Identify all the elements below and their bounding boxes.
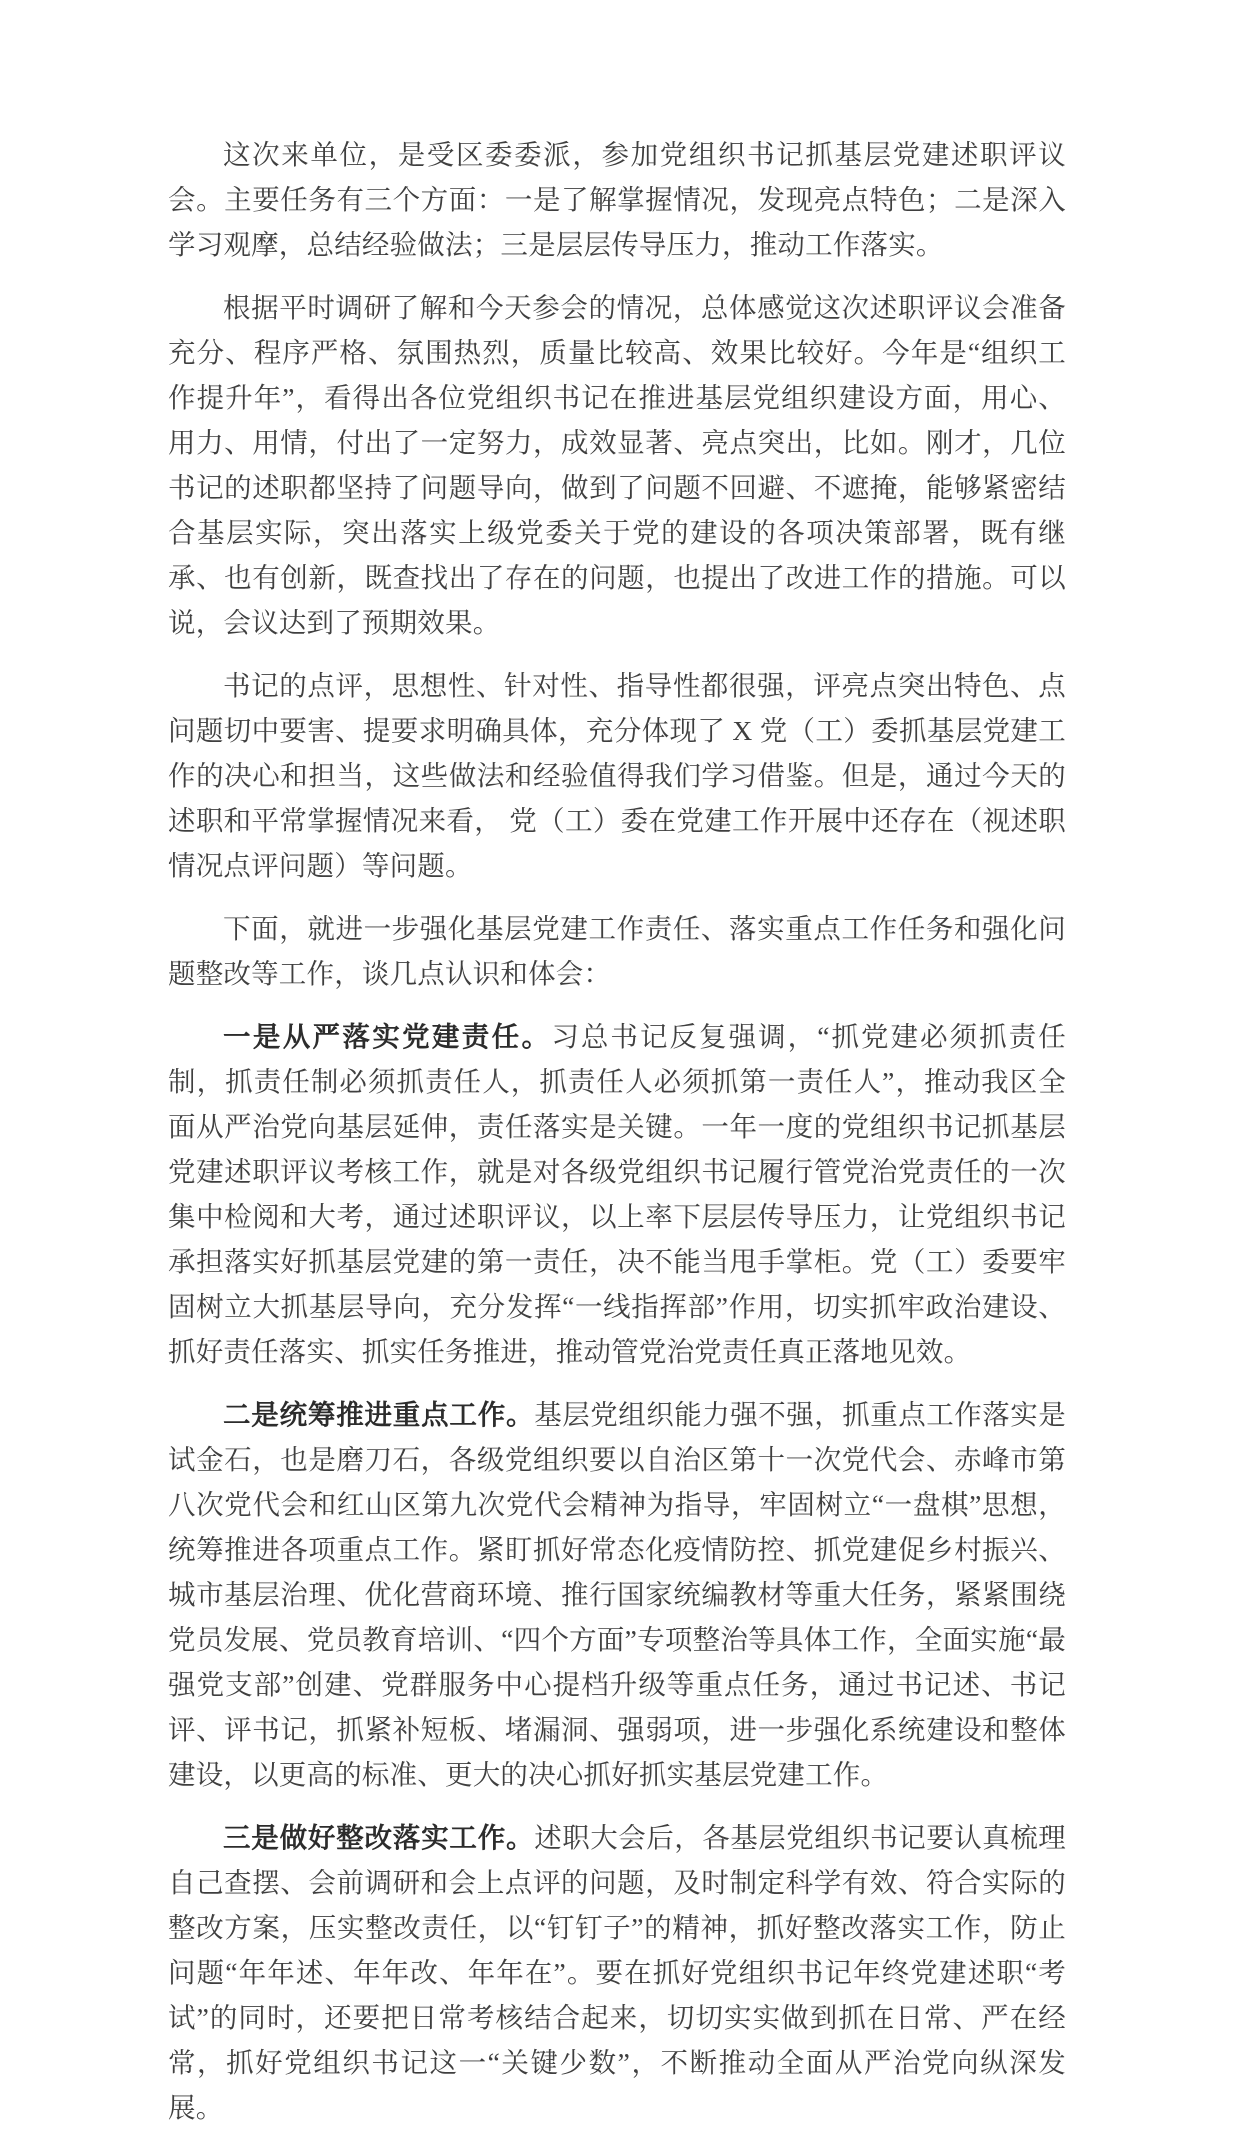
paragraph-2 [168,285,1066,645]
paragraph-7-lead: 三是做好整改落实工作。 [223,1822,535,1853]
paragraph-7-text: 述职大会后，各基层党组织书记要认真梳理自己查摆、会前调研和会上点评的问题，及时制定科学有效、符合实际的整改方案，压实整改责任，以“钉钉子”的精神，抓好整改落实工作，防止问题“年年述、年年改、年年在”。要在抓好党组织书记年终党建述职“考试”的同时，还要把日常考核结合起来，切切实实做到抓在日常、严在经常，抓好党组织书记这一“关键少数”，不断推动全面从严治党向纵深发展。 [168,1822,1066,2123]
document-body [168,132,1066,2148]
paragraph-6 [168,1392,1066,1797]
paragraph-5 [168,1014,1066,1374]
paragraph-1 [168,132,1066,267]
paragraph-7 [168,1815,1066,2130]
paragraph-3-text: 书记的点评，思想性、针对性、指导性都很强，评亮点突出特色、点问题切中要害、提要求明确具体，充分体现了 X 党（工）委抓基层党建工作的决心和担当，这些做法和经验值得我们学习借鉴。但是，通过今天的述职和平常掌握情况来看， 党（工）委在党建工作开展中还存在（视述职情况点评问题）等问题。 [168,670,1066,881]
paragraph-3 [168,663,1066,888]
paragraph-1-text: 这次来单位，是受区委委派，参加党组织书记抓基层党建述职评议会。主要任务有三个方面：一是了解掌握情况，发现亮点特色；二是深入学习观摩，总结经验做法；三是层层传导压力，推动工作落实。 [168,139,1066,260]
paragraph-4-text: 下面，就进一步强化基层党建工作责任、落实重点工作任务和强化问题整改等工作，谈几点认识和体会： [168,913,1066,989]
paragraph-6-text: 基层党组织能力强不强，抓重点工作落实是试金石，也是磨刀石，各级党组织要以自治区第十一次党代会、赤峰市第八次党代会和红山区第九次党代会精神为指导，牢固树立“一盘棋”思想，统筹推进各项重点工作。紧盯抓好常态化疫情防控、抓党建促乡村振兴、城市基层治理、优化营商环境、推行国家统编教材等重大任务，紧紧围绕党员发展、党员教育培训、“四个方面”专项整治等具体工作，全面实施“最强党支部”创建、党群服务中心提档升级等重点任务，通过书记述、书记评、评书记，抓紧补短板、堵漏洞、强弱项，进一步强化系统建设和整体建设，以更高的标准、更大的决心抓好抓实基层党建工作。 [168,1399,1066,1790]
paragraph-6-lead: 二是统筹推进重点工作。 [223,1399,535,1430]
paragraph-4 [168,906,1066,996]
paragraph-2-text: 根据平时调研了解和今天参会的情况，总体感觉这次述职评议会准备充分、程序严格、氛围热烈，质量比较高、效果比较好。今年是“组织工作提升年”，看得出各位党组织书记在推进基层党组织建设方面，用心、用力、用情，付出了一定努力，成效显著、亮点突出，比如。刚才，几位书记的述职都坚持了问题导向，做到了问题不回避、不遮掩，能够紧密结合基层实际，突出落实上级党委关于党的建设的各项决策部署，既有继承、也有创新，既查找出了存在的问题，也提出了改进工作的措施。可以说，会议达到了预期效果。 [168,292,1066,638]
paragraph-5-lead: 一是从严落实党建责任。 [223,1021,552,1052]
paragraph-5-text: 习总书记反复强调，“抓党建必须抓责任制，抓责任制必须抓责任人，抓责任人必须抓第一责任人”，推动我区全面从严治党向基层延伸，责任落实是关键。一年一度的党组织书记抓基层党建述职评议考核工作，就是对各级党组织书记履行管党治党责任的一次集中检阅和大考，通过述职评议，以上率下层层传导压力，让党组织书记承担落实好抓基层党建的第一责任，决不能当甩手掌柜。党（工）委要牢固树立大抓基层导向，充分发挥“一线指挥部”作用，切实抓牢政治建设、抓好责任落实、抓实任务推进，推动管党治党责任真正落地见效。 [168,1021,1066,1367]
